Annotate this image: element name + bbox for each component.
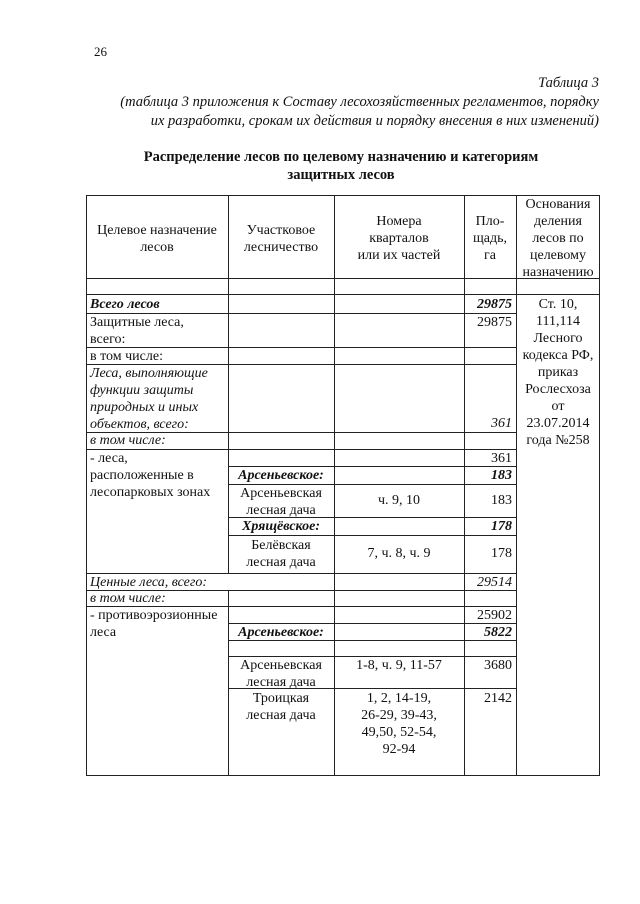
arsenyev-dacha-1 [228, 485, 334, 519]
parks-label-line: - леса, [90, 451, 128, 466]
belev-dacha-line: лесная дача [246, 555, 316, 570]
troitsk-dacha-line: лесная дача [246, 708, 316, 723]
page-number: 26 [94, 44, 107, 59]
basis-line: приказ [537, 365, 579, 380]
parks-label-line: лесопарковых зонах [90, 485, 211, 500]
header-purpose-line: Целевое назначение [97, 223, 217, 238]
table-label: Таблица 3 [538, 75, 599, 91]
protective-label-line: Защитные леса, [90, 315, 184, 330]
basis-line: от [551, 399, 565, 414]
header-purpose [86, 222, 228, 256]
forests-functions-line: функции защиты [90, 383, 194, 398]
forests-functions-line: природных и иных [90, 400, 199, 415]
arsenyev-forestry-2: Арсеньевское: [238, 625, 324, 640]
arsenyev-dacha-2-line: лесная дача [246, 675, 316, 690]
header-purpose-line: лесов [140, 240, 174, 255]
parks-area: 361 [491, 451, 512, 466]
header-area-line: Пло- [475, 214, 505, 229]
arsenyev-forestry-1-area: 183 [491, 468, 512, 483]
arsenyev-dacha-2 [228, 657, 334, 691]
table-caption [59, 74, 599, 131]
anti-erosion-line: - противоэрозионные [90, 608, 218, 623]
including-3: в том числе: [90, 591, 166, 606]
anti-erosion-area: 25902 [477, 608, 512, 623]
troitsk-quarters [334, 690, 464, 758]
table-left-border [86, 195, 87, 776]
arsenyev-dacha-2-quarters: 1-8, ч. 9, 11-57 [356, 658, 442, 673]
belev-area: 178 [491, 546, 512, 561]
spacer-row-line [86, 294, 600, 295]
belev-quarters: 7, ч. 8, ч. 9 [367, 546, 431, 561]
arsenyev-dacha-2-line: Арсеньевская [240, 658, 322, 673]
total-area: 29875 [477, 297, 512, 312]
basis-line: года №258 [526, 433, 590, 448]
basis-line: Ст. 10, [538, 297, 578, 312]
parks-label-line: расположенные в [90, 468, 194, 483]
row-line-9 [228, 535, 516, 536]
forests-functions-line: Леса, выполняющие [90, 366, 208, 381]
forests-functions-line: объектов, всего: [90, 417, 189, 432]
basis-line: Лесного [533, 331, 583, 346]
caption-line-1: (таблица 3 приложения к Составу лесохозяйственных регламентов, порядку [120, 94, 599, 110]
forests-functions-area: 361 [491, 416, 512, 431]
header-forestry-line: Участковое [246, 223, 316, 238]
header-forestry [228, 222, 334, 256]
basis-line: 23.07.2014 [526, 416, 590, 431]
belev-dacha-line: Белёвская [251, 538, 311, 553]
header-basis-line: деления [534, 214, 582, 229]
arsenyev-forestry-1: Арсеньевское: [238, 468, 324, 483]
total-label: Всего лесов [90, 297, 160, 312]
arsenyev-dacha-2-area: 3680 [484, 658, 512, 673]
header-basis-line: назначению [522, 265, 594, 280]
document-title [86, 148, 596, 184]
valuable-label: Ценные леса, всего: [90, 575, 208, 590]
troitsk-dacha [228, 690, 334, 724]
protective-label-line: всего: [90, 332, 126, 347]
header-area-line: га [484, 248, 496, 263]
including-1: в том числе: [90, 349, 163, 364]
header-basis-line: Основания [525, 197, 591, 212]
arsenyev-forestry-2-area: 5822 [484, 625, 512, 640]
valuable-area: 29514 [477, 575, 512, 590]
caption-line-2: их разработки, срокам их действия и порядку внесения в них изменений) [150, 113, 599, 129]
header-quarters-line: Номера [376, 214, 422, 229]
header-forestry-line: лесничество [243, 240, 319, 255]
header-area [464, 213, 516, 264]
basis-line: кодекса РФ, [522, 348, 594, 363]
title-line-1: Распределение лесов по целевому назначению и категориям [143, 149, 539, 165]
troitsk-quarters-line: 49,50, 52-54, [361, 725, 437, 740]
header-area-line: щадь, [472, 231, 507, 246]
basis-line: Рослесхоза [525, 382, 591, 397]
table-right-border [599, 195, 600, 776]
arsenyev-dacha-1-line: Арсеньевская [240, 486, 322, 501]
khryasch-forestry-area: 178 [491, 519, 512, 534]
header-basis [516, 196, 600, 281]
including-2: в том числе: [90, 433, 166, 448]
arsenyev-dacha-1-line: лесная дача [246, 503, 316, 518]
protective-area: 29875 [477, 315, 512, 330]
troitsk-quarters-line: 26-29, 39-43, [361, 708, 437, 723]
protective-label [90, 314, 184, 348]
anti-erosion-label [90, 607, 217, 641]
khryasch-forestry: Хрящёвское: [242, 519, 320, 534]
header-quarters [334, 213, 464, 264]
belev-dacha [228, 537, 334, 571]
header-quarters-line: или их частей [357, 248, 441, 263]
forests-functions-label [90, 365, 208, 433]
header-quarters-line: кварталов [369, 231, 429, 246]
table-bottom-border [86, 775, 600, 776]
troitsk-quarters-line: 92-94 [382, 742, 416, 757]
troitsk-area: 2142 [484, 691, 512, 706]
parks-label [90, 450, 210, 501]
troitsk-dacha-line: Троицкая [252, 691, 310, 706]
title-line-2: защитных лесов [287, 167, 395, 183]
basis-line: 111,114 [536, 314, 580, 329]
arsenyev-dacha-1-quarters: ч. 9, 10 [377, 493, 421, 508]
troitsk-quarters-line: 1, 2, 14-19, [366, 691, 432, 706]
basis-text [516, 296, 600, 449]
header-basis-line: целевому [529, 248, 586, 263]
col-sep-4 [516, 195, 517, 776]
arsenyev-dacha-1-area: 183 [491, 493, 512, 508]
anti-erosion-line: леса [90, 625, 117, 640]
header-basis-line: лесов по [532, 231, 584, 246]
